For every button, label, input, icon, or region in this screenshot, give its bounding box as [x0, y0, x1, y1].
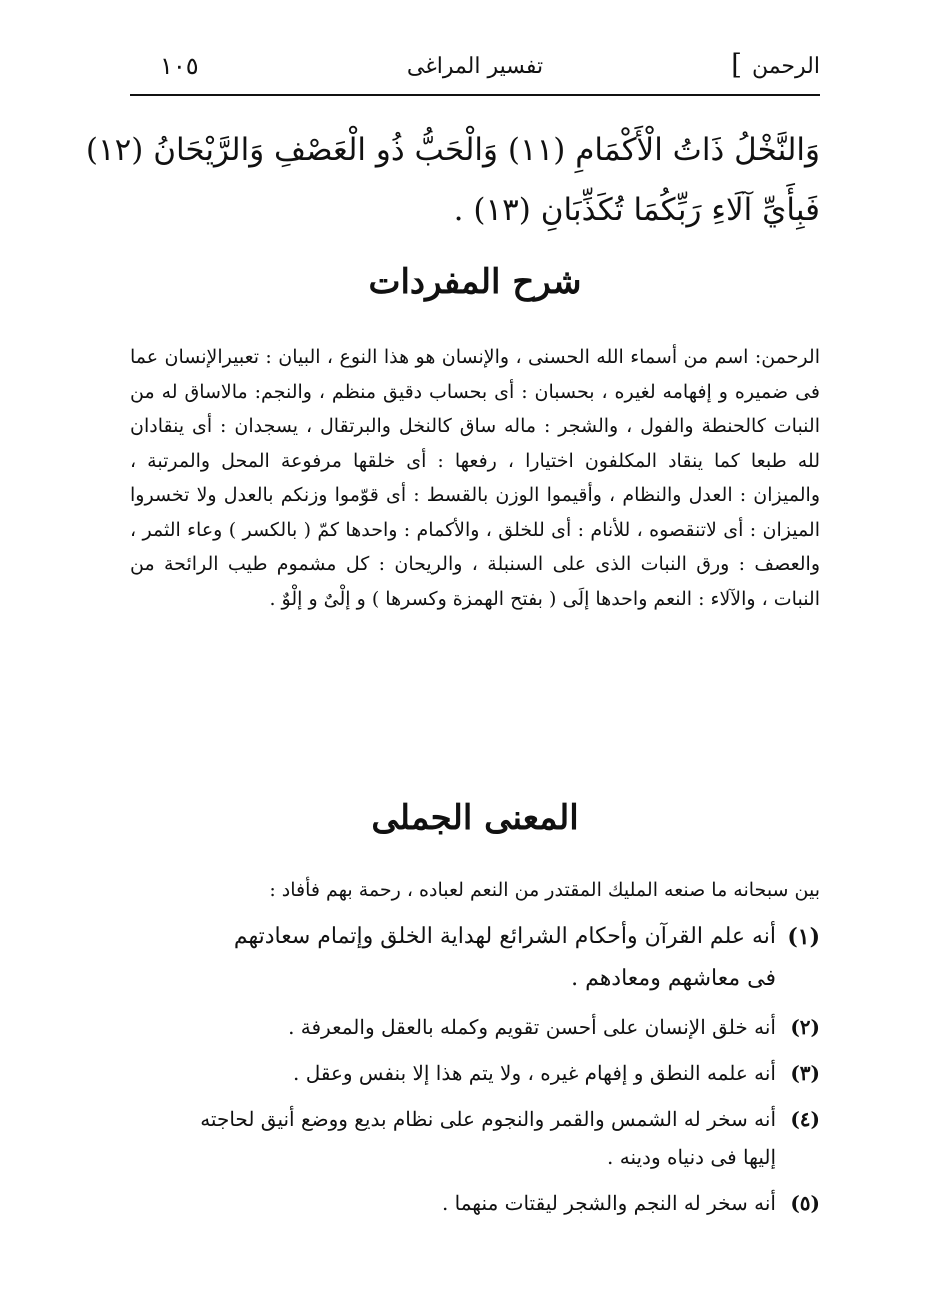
meaning-points-list [130, 916, 820, 1230]
quran-verses [85, 120, 820, 240]
meaning-intro: بين سبحانه ما صنعه المليك المقتدر من النعم لعباده ، رحمة بهم فأفاد : [269, 879, 820, 901]
list-item [130, 1054, 820, 1092]
header-divider [130, 94, 820, 96]
page-header [130, 50, 820, 94]
point-text [130, 916, 776, 1000]
point-text [130, 1054, 776, 1092]
point-text [130, 1008, 776, 1046]
book-title: تفسير المراغى [406, 54, 544, 79]
point-text-continuation: فى معاشهم ومعادهم . [571, 966, 776, 991]
point-text [130, 1100, 776, 1176]
vocab-paragraph: الرحمن: اسم من أسماء الله الحسنى ، والإنسان هو هذا النوع ، البيان : تعبيرالإنسان عما فى ضميره و إفهامه لغيره ، بحسبان : أى بحساب دقيق منظم ، والنجم: مالاساق له من النبات كالحنطة والفول ، والشجر : ماله ساق كالنخل والبرتقال ، يسجدان : أى ينقادان لله طبعا كما ينقاد المكلفون اختيارا ، رفعها : أى خلقها مرفوعة المحل والمرتبة ، والميزان : العدل والنظام ، وأقيموا الوزن بالقسط : أى قوّموا وزنكم بالعدل ولا تخسروا الميزان : أى لاتنقصوه ، للأنام : أى للخلق ، والأكمام : واحدها كمّ ( بالكسر ) وعاء الثمر ، والعصف : ورق النبات الذى على السنبلة ، والريحان : كل مشموم طيب الرائحة من النبات ، والآلاء : النعم واحدها إلَى ( بفتح الهمزة وكسرها ) و إلْىٌ و إلْوٌ . [130, 346, 820, 610]
point-number: (٥) [790, 1191, 820, 1215]
header-bracket: ] [731, 48, 742, 81]
point-number: (١) [787, 924, 820, 950]
vocab-heading: شرح المفردات [368, 262, 582, 302]
page-number: ١٠٥ [160, 52, 199, 80]
point-text-main: أنه سخر له الشمس والقمر والنجوم على نظام بديع ووضع أنيق لحاجته [200, 1107, 776, 1131]
point-number: (٣) [790, 1061, 820, 1085]
point-text-main: أنه علمه النطق و إفهام غيره ، ولا يتم هذا إلا بنفس وعقل . [292, 1061, 776, 1085]
list-item [130, 1008, 820, 1046]
verse-line-1: وَالنَّخْلُ ذَاتُ الْأَكْمَامِ (١١) وَالْحَبُّ ذُو الْعَصْفِ وَالرَّيْحَانُ (١٢) [85, 132, 820, 168]
point-number: (٤) [790, 1107, 820, 1131]
point-number: (٢) [790, 1015, 820, 1039]
list-item [130, 916, 820, 1000]
meaning-heading: المعنى الجملى [371, 798, 579, 838]
point-text-main: أنه سخر له النجم والشجر ليقتات منهما . [441, 1191, 776, 1215]
point-text-main: أنه علم القرآن وأحكام الشرائع لهداية الخلق وإتمام سعادتهم [233, 924, 776, 949]
list-item [130, 1100, 820, 1176]
point-text-continuation: إليها فى دنياه ودينه . [607, 1145, 776, 1169]
surah-name: الرحمن [751, 54, 820, 79]
point-text-main: أنه خلق الإنسان على أحسن تقويم وكمله بالعقل والمعرفة . [288, 1015, 776, 1039]
point-text [130, 1184, 776, 1222]
list-item [130, 1184, 820, 1222]
verse-line-2: فَبِأَيِّ آلَاءِ رَبِّكُمَا تُكَذِّبَانِ (١٣) . [453, 192, 820, 228]
